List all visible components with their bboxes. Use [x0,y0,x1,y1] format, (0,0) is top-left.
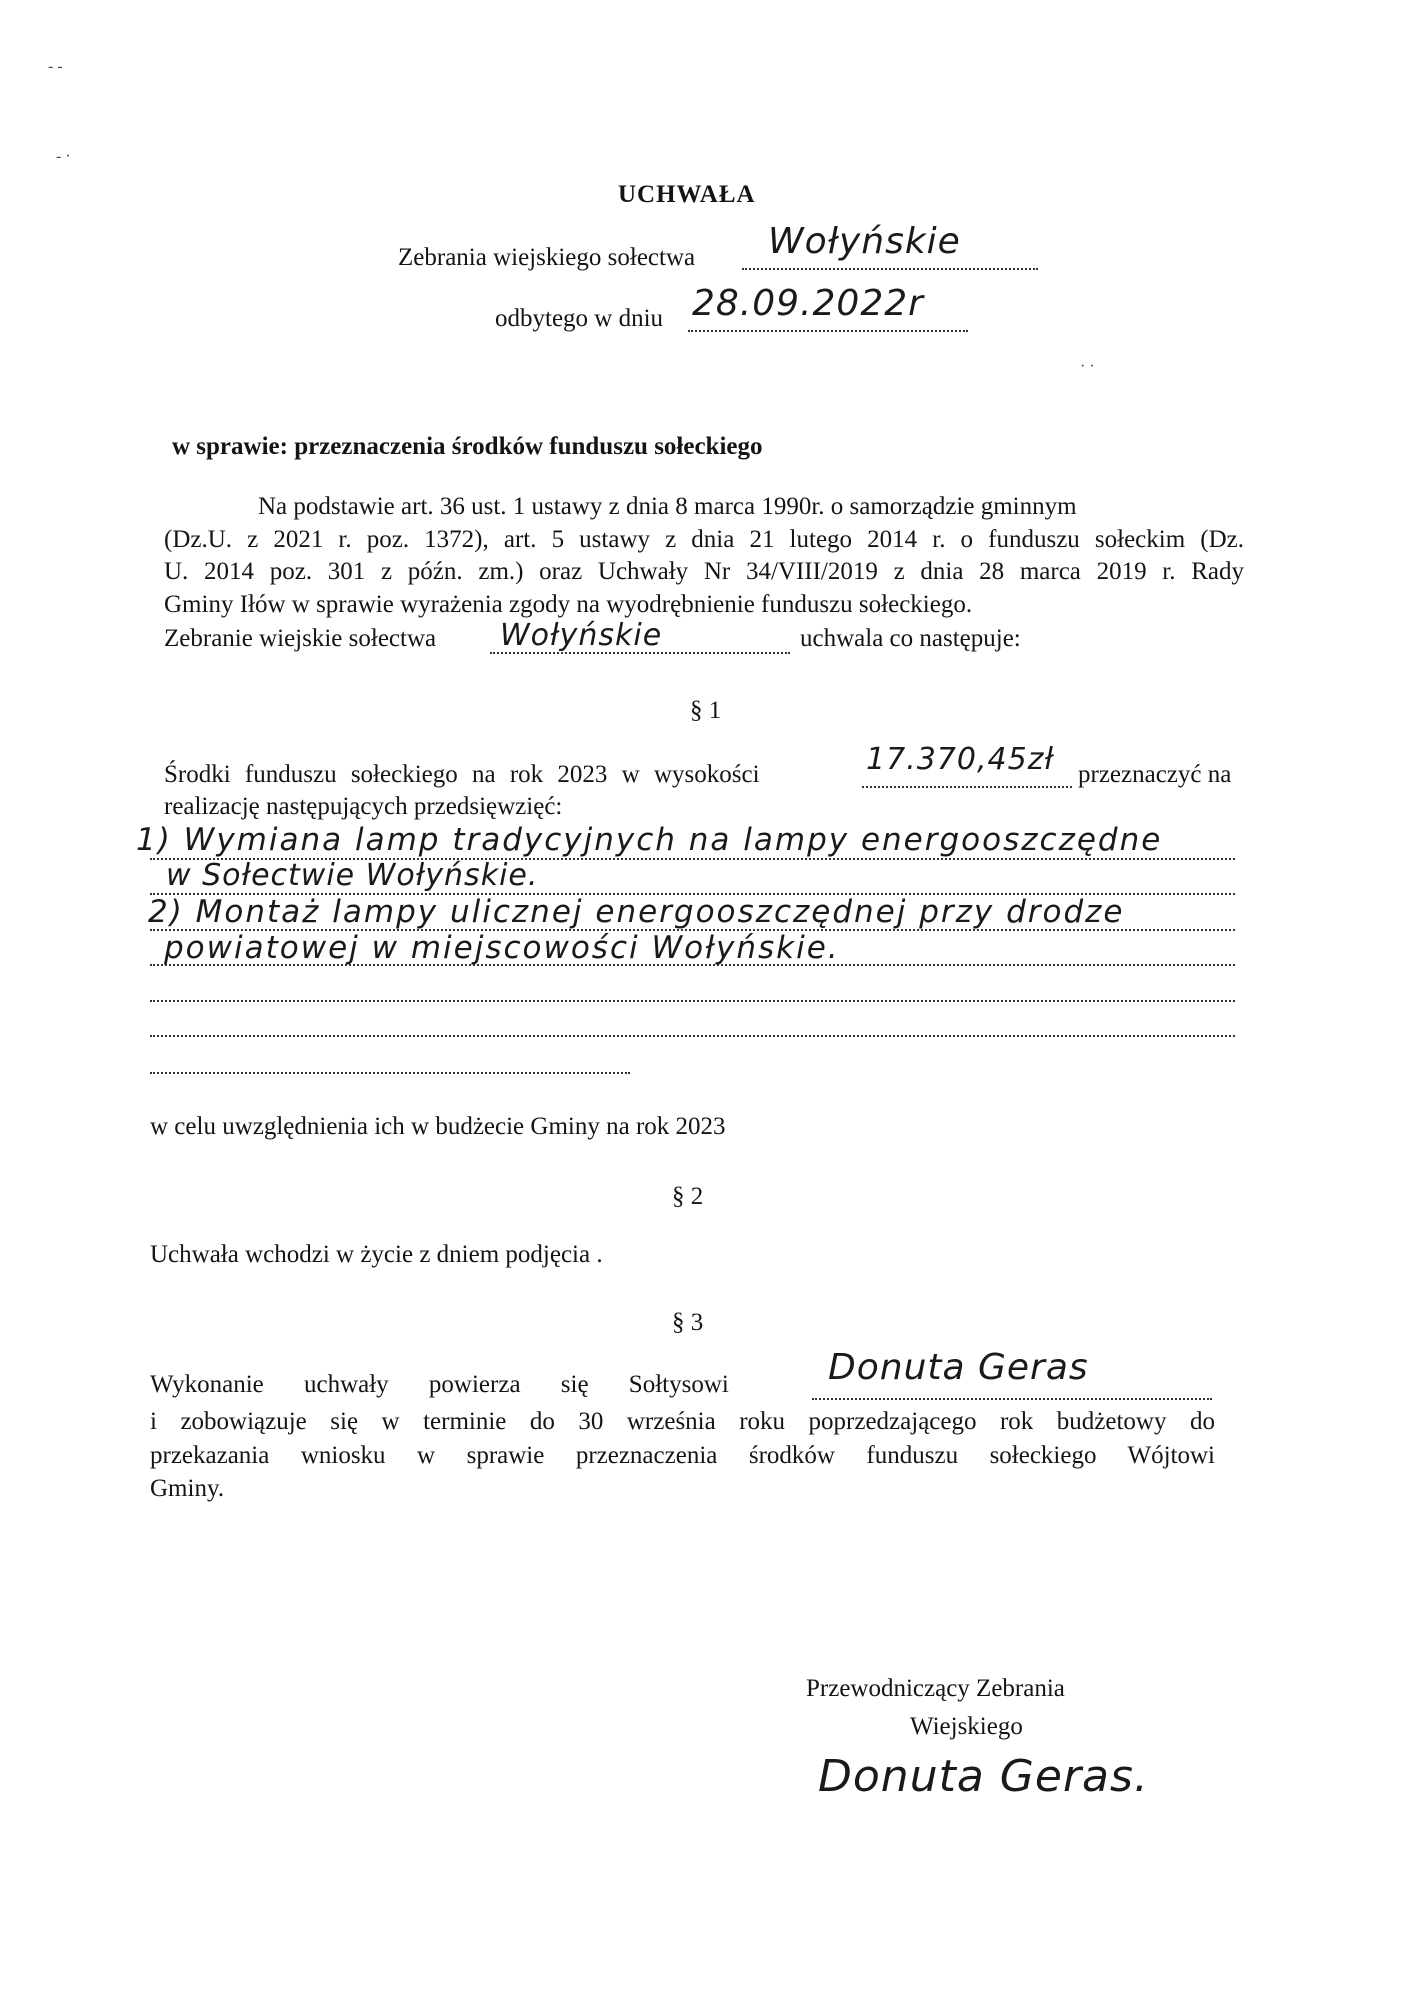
item-dotted-line [150,1000,1235,1002]
section-1-closing: w celu uwzględnienia ich w budżecie Gminy na rok 2023 [150,1113,726,1140]
scan-speck: - · [56,148,71,165]
preamble-line-1: Na podstawie art. 36 ust. 1 ustawy z dnia 8 marca 1990r. o samorządzie gminnym [258,493,1077,520]
preamble-line-5-start: Zebranie wiejskie sołectwa [164,625,437,652]
preamble-line-4: Gminy Iłów w sprawie wyrażenia zgody na wyodrębnienie funduszu sołeckiego. [164,591,973,618]
signature-handwritten: Donuta Geras. [818,1751,1149,1802]
date-handwritten: 28.09.2022r [692,283,924,324]
odbytego-label: odbytego w dniu [495,305,664,332]
soltys-dotted-line [812,1398,1212,1400]
item-dotted-line [150,1072,630,1074]
section-2-text: Uchwała wchodzi w życie z dniem podjęcia . [150,1241,603,1268]
amount-dotted-line [862,786,1072,788]
date-dotted-line [688,330,968,332]
preamble-solectwo-handwritten: Wołyńskie [500,618,663,653]
preamble-line-5-end: uchwala co następuje: [800,625,1021,652]
soltys-handwritten: Donuta Geras [828,1347,1089,1388]
section-1-line-1-end: przeznaczyć na [1078,761,1232,788]
section-2-heading: § 2 [672,1183,704,1210]
preamble-line-2: (Dz.U. z 2021 r. poz. 1372), art. 5 ustawy z dnia 21 lutego 2014 r. o funduszu sołeckim (Dz. [164,526,1244,553]
solectwo-dotted-line [742,268,1038,270]
section-1-line-2: realizację następujących przedsięwzięć: [164,793,563,820]
preamble-line-3: U. 2014 poz. 301 z późn. zm.) oraz Uchwały Nr 34/VIII/2019 z dnia 28 marca 2019 r. Rady [164,558,1244,585]
signature-title-line-2: Wiejskiego [910,1713,1023,1740]
item-handwritten: powiatowej w miejscowości Wołyńskie. [164,930,840,966]
subject-line: w sprawie: przeznaczenia środków funduszu sołeckiego [172,433,763,460]
section-3-line-2: i zobowiązuje się w terminie do 30 września roku poprzedzającego rok budżetowy do [150,1408,1215,1435]
section-3-line-4: Gminy. [150,1475,225,1502]
item-handwritten: w Sołectwie Wołyńskie. [166,858,539,893]
document-title: UCHWAŁA [618,181,756,208]
item-handwritten: 1) Wymiana lamp tradycyjnych na lampy energooszczędne [136,822,1163,858]
scan-speck: - - [48,58,63,75]
section-1-line-1-start: Środki funduszu sołeckiego na rok 2023 w wysokości [164,761,760,788]
scan-speck: · · [1080,358,1095,375]
amount-handwritten: 17.370,45zł [866,742,1055,777]
item-dotted-line [150,1035,1235,1037]
section-3-heading: § 3 [672,1309,704,1336]
section-3-line-1-start: Wykonanie uchwały powierza się Sołtysowi [150,1371,729,1398]
zebranie-label: Zebrania wiejskiego sołectwa [398,244,696,271]
section-3-line-3: przekazania wniosku w sprawie przeznaczenia środków funduszu sołeckiego Wójtowi [150,1442,1215,1469]
signature-title-line-1: Przewodniczący Zebrania [806,1675,1065,1702]
section-1-heading: § 1 [690,697,722,724]
solectwo-handwritten: Wołyńskie [768,221,961,262]
item-handwritten: 2) Montaż lampy ulicznej energooszczędnej przy drodze [148,894,1125,930]
